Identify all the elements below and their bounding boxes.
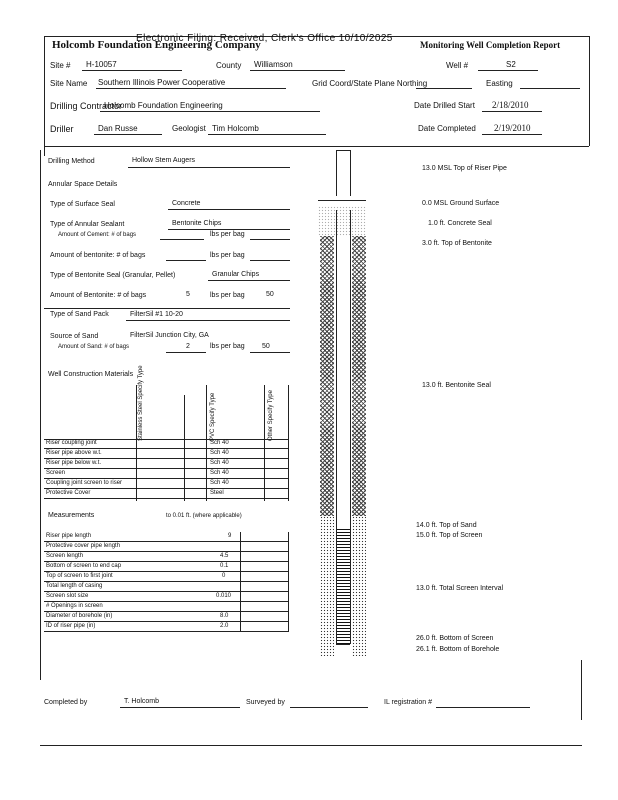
bentonite-seal-label: Type of Bentonite Seal (Granular, Pellet): [50, 272, 176, 279]
bentonite-seal-value: Granular Chips: [212, 271, 260, 278]
cement-lbs-label: lbs per bag: [210, 231, 245, 238]
measurements-table: [44, 532, 288, 632]
county-line: [250, 70, 345, 71]
site-number-value: H-10057: [86, 60, 117, 69]
completed-date-line: [482, 134, 542, 135]
surface-seal-value: Concrete: [172, 200, 201, 207]
sand-pack-label: Type of Sand Pack: [50, 311, 109, 318]
table-row: Diameter of borehole (in) 8.0: [44, 612, 288, 622]
label-concrete-seal: 1.0 ft. Concrete Seal: [428, 220, 492, 227]
completed-date-label: Date Completed: [418, 124, 476, 133]
grid-label: Grid Coord/State Plane Northing: [312, 79, 428, 88]
grid-line: [416, 88, 472, 89]
bentonite-lbs-label: lbs per bag: [210, 252, 245, 259]
driller-line: [94, 134, 162, 135]
bentonite-bags-line: [166, 260, 206, 261]
bentonite-amount-bags: 5: [186, 291, 190, 298]
col-header-pvc: PVC Specify Type: [210, 392, 216, 441]
label-top-riser: 13.0 MSL Top of Riser Pipe: [422, 165, 507, 172]
table-row: Riser pipe above w.t. Sch 40: [44, 449, 288, 459]
site-number-label: Site #: [50, 61, 71, 70]
measurements-title: Measurements: [48, 512, 95, 519]
page-left-border: [44, 36, 45, 156]
well-diagram: [318, 150, 366, 670]
geologist-label: Geologist: [172, 124, 206, 133]
table-row: Total length of casing: [44, 582, 288, 592]
table-row: # Openings in screen: [44, 602, 288, 612]
well-number-value: S2: [506, 60, 516, 69]
table-row: Top of screen to first joint 0: [44, 572, 288, 582]
completed-by-label: Completed by: [44, 699, 88, 706]
construction-title: Well Construction Materials: [48, 371, 134, 378]
cement-bags-line: [160, 239, 204, 240]
bentonite-amount-label: Amount of Bentonite: # of bags: [50, 292, 147, 299]
surveyed-by-label: Surveyed by: [246, 699, 285, 706]
sand-source-label: Source of Sand: [50, 333, 99, 340]
table-row: Riser pipe length 9: [44, 532, 288, 542]
annular-title: Annular Space Details: [48, 181, 118, 188]
table-row: Protective Cover Steel: [44, 489, 288, 499]
bentonite-seal-line: [208, 280, 290, 281]
start-date-line: [482, 111, 542, 112]
start-date-value: 2/18/2010: [492, 100, 529, 110]
table-row: Bottom of screen to end cap 0.1: [44, 562, 288, 572]
measurements-unit-note: to 0.01 ft. (where applicable): [166, 513, 242, 519]
col-header-stainless: Stainless Steel Specify Type: [138, 365, 144, 441]
start-date-label: Date Drilled Start: [414, 101, 475, 110]
cement-bags-label: Amount of Cement: # of bags: [58, 232, 137, 238]
easting-line: [520, 88, 580, 89]
table-row: ID of riser pipe (in) 2.0: [44, 622, 288, 632]
site-name-value: Southern Illinois Power Cooperative: [98, 78, 226, 87]
cement-lbs-line: [250, 239, 290, 240]
method-label: Drilling Method: [48, 158, 95, 165]
site-number-line: [82, 70, 182, 71]
surveyed-by-line: [290, 707, 368, 708]
table-row: Screen slot size 0.010: [44, 592, 288, 602]
bentonite-bags-label: Amount of bentonite: # of bags: [50, 252, 146, 259]
filing-stamp: Electronic Filing: Received, Clerk's Office 10/10/2025: [136, 33, 393, 44]
sand-amount-label: Amount of Sand: # of bags: [58, 344, 130, 350]
bentonite-amount-lbs: 50: [266, 291, 274, 298]
report-title: Monitoring Well Completion Report: [420, 40, 561, 50]
page-left-border-lower: [40, 150, 41, 680]
driller-label: Driller: [50, 124, 74, 134]
label-top-bentonite: 3.0 ft. Top of Bentonite: [422, 240, 492, 247]
page-bottom-border: [40, 745, 582, 746]
site-name-line: [96, 88, 286, 89]
table-row: Screen length 4.5: [44, 552, 288, 562]
geologist-value: Tim Holcomb: [212, 124, 259, 133]
label-ground-surface: 0.0 MSL Ground Surface: [422, 200, 500, 207]
company-name: Holcomb Foundation Engineering Company: [52, 39, 261, 51]
table-row: Riser pipe below w.t. Sch 40: [44, 459, 288, 469]
label-top-screen: 15.0 ft. Top of Screen: [416, 532, 483, 539]
sand-amount-lbs-line: [250, 352, 290, 353]
sand-source-value: FilterSil Junction City, GA: [130, 332, 209, 339]
table-row: Riser coupling joint Sch 40: [44, 439, 288, 449]
completed-by-line: [120, 707, 240, 708]
method-line: [128, 167, 290, 168]
annular-sealant-label: Type of Annular Sealant: [50, 221, 125, 228]
surface-seal-line: [168, 209, 290, 210]
site-name-label: Site Name: [50, 79, 88, 88]
registration-line: [436, 707, 530, 708]
col-header-other: Other Specify Type: [268, 390, 274, 441]
sand-pack-value: FilterSil #1 10-20: [130, 311, 183, 318]
well-number-label: Well #: [446, 61, 469, 70]
registration-label: IL registration #: [384, 699, 432, 706]
label-screen-interval: 13.0 ft. Total Screen Interval: [416, 585, 504, 592]
sand-amount-lbs: 50: [262, 343, 270, 350]
annular-sealant-value: Bentonite Chips: [172, 220, 222, 227]
county-label: County: [216, 61, 242, 70]
label-bottom-screen: 26.0 ft. Bottom of Screen: [416, 635, 494, 642]
label-bottom-borehole: 26.1 ft. Bottom of Borehole: [416, 646, 500, 653]
table-row: Protective cover pipe length: [44, 542, 288, 552]
county-value: Williamson: [254, 60, 293, 69]
label-top-sand: 14.0 ft. Top of Sand: [416, 522, 477, 529]
construction-rows: [44, 439, 288, 499]
easting-label: Easting: [486, 79, 513, 88]
surface-seal-label: Type of Surface Seal: [50, 201, 115, 208]
contractor-label: Drilling Contractor: [50, 101, 123, 111]
page-right-border-lower: [581, 660, 582, 720]
table-row: Coupling joint screen to riser Sch 40: [44, 479, 288, 489]
bentonite-lbs-line: [250, 260, 290, 261]
sand-amount-bags: 2: [186, 343, 190, 350]
contractor-value: Holcomb Foundation Engineering: [104, 101, 223, 110]
method-value: Hollow Stem Augers: [132, 157, 196, 164]
sand-amount-bags-line: [166, 352, 206, 353]
geologist-line: [208, 134, 326, 135]
label-bentonite-seal: 13.0 ft. Bentonite Seal: [422, 382, 491, 389]
contractor-line: [100, 111, 320, 112]
sand-divider-top: [44, 308, 290, 309]
table-row: Screen Sch 40: [44, 469, 288, 479]
well-number-line: [478, 70, 538, 71]
page-right-border: [589, 36, 590, 146]
completed-date-value: 2/19/2010: [494, 123, 531, 133]
bentonite-amount-lbs-label: lbs per bag: [210, 292, 245, 299]
annular-sealant-line: [168, 229, 290, 230]
driller-value: Dan Russe: [98, 124, 138, 133]
header-divider: [44, 146, 589, 147]
sand-amount-lbs-label: lbs per bag: [210, 343, 245, 350]
completed-by-value: T. Holcomb: [124, 698, 160, 705]
sand-pack-line: [126, 320, 290, 321]
